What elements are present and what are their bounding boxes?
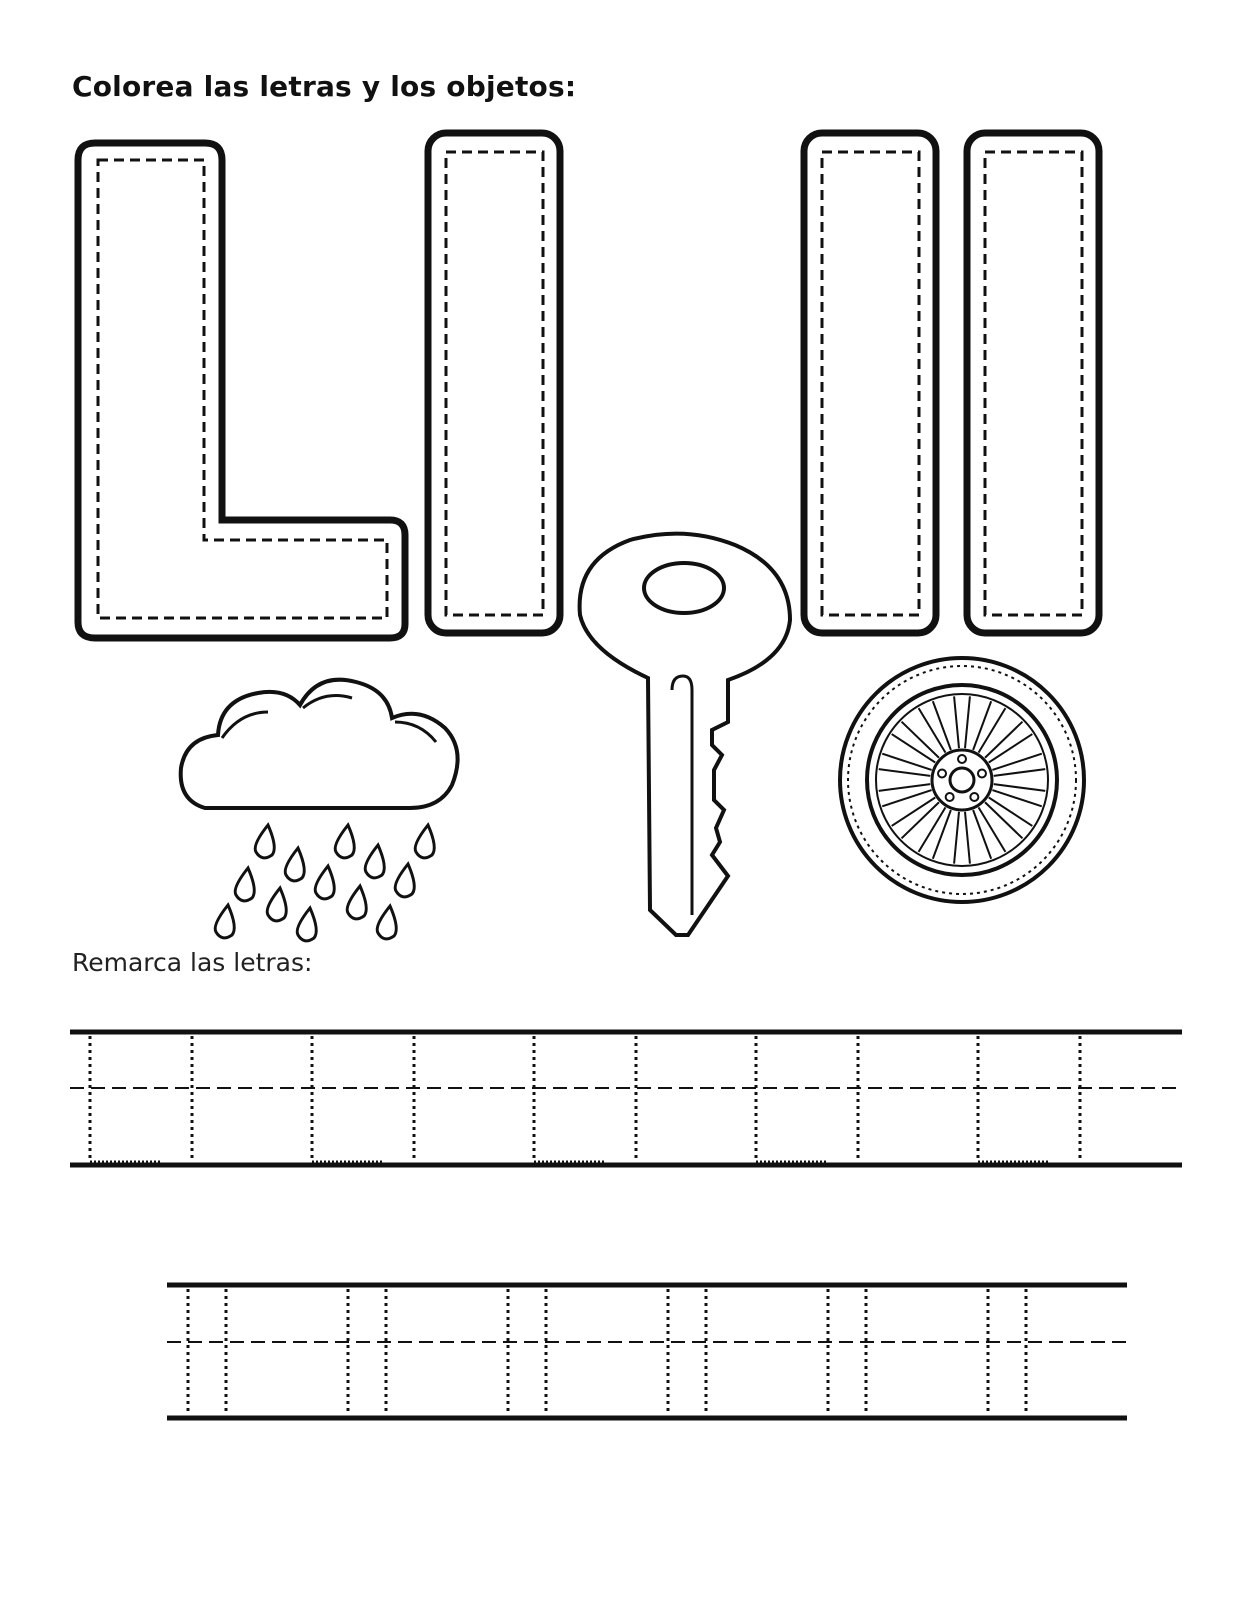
wheel-lugnut (958, 755, 966, 763)
instruction-trace: Remarca las letras: (72, 948, 313, 977)
rain-cloud-icon (181, 680, 458, 808)
instruction-color: Colorea las letras y los objetos: (72, 70, 577, 103)
wheel-icon (840, 658, 1084, 902)
key-icon (580, 534, 790, 935)
letter-l-outline-3 (967, 133, 1099, 633)
trace-line-uppercase (70, 1032, 1182, 1165)
raindrops (215, 825, 434, 941)
wheel-lugnut (938, 770, 946, 778)
wheel-lugnut (970, 793, 978, 801)
letter-l-outline-1 (428, 133, 560, 633)
trace-line-lowercase (167, 1285, 1127, 1418)
letter-L-outline (78, 143, 405, 638)
wheel-lugnut (978, 770, 986, 778)
wheel-lugnut (946, 793, 954, 801)
letter-l-outline-2 (804, 133, 936, 633)
